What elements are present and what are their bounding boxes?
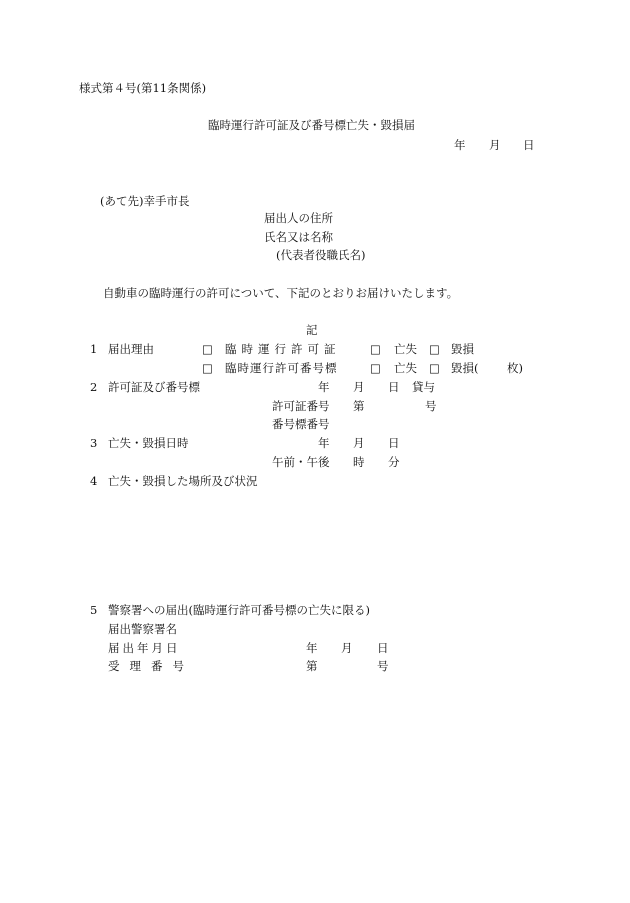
item5-receipt-label: 受理番号: [108, 659, 194, 673]
item3-month: 月: [353, 436, 365, 450]
item2-number: 2: [90, 380, 98, 394]
item1-row2-damaged-checkbox[interactable]: □: [429, 361, 440, 375]
item1-row1-lost: 亡失: [394, 342, 417, 356]
item2-label: 許可証及び番号標: [108, 380, 200, 394]
item5-dai: 第: [306, 659, 318, 673]
item2-plate-number-label: 番号標番号: [272, 417, 330, 431]
form-number: 様式第４号(第11条関係): [79, 81, 207, 95]
item1-row2-checkbox[interactable]: □: [202, 361, 213, 375]
item1-label: 届出理由: [108, 342, 154, 356]
item5-date-label: 届出年月日: [108, 641, 181, 655]
item2-lend: 貸与: [412, 380, 435, 394]
item5-station-label: 届出警察署名: [108, 622, 177, 636]
item5-go: 号: [377, 659, 389, 673]
item1-row2-count-unit: 枚): [507, 361, 523, 375]
ki-heading: 記: [306, 323, 318, 337]
item3-number: 3: [90, 436, 98, 450]
applicant-address-label: 届出人の住所: [264, 211, 333, 225]
item2-year: 年: [318, 380, 330, 394]
item1-row1-lost-checkbox[interactable]: □: [370, 342, 381, 356]
item1-row2-damaged: 毀損(: [451, 361, 479, 375]
item5-month: 月: [341, 641, 353, 655]
intro-text: 自動車の臨時運行の許可について、下記のとおりお届けいたします。: [103, 286, 459, 300]
item3-year: 年: [318, 436, 330, 450]
item2-dai: 第: [353, 399, 365, 413]
item3-label: 亡失・毀損日時: [108, 436, 189, 450]
item5-year: 年: [306, 641, 318, 655]
item1-row1-target: 臨時運行許可証: [225, 342, 341, 356]
applicant-representative-label: (代表者役職氏名): [276, 248, 366, 262]
page-title: 臨時運行許可証及び番号標亡失・毀損届: [208, 118, 415, 132]
item3-day: 日: [388, 436, 400, 450]
item3-minute: 分: [388, 455, 400, 469]
item2-month: 月: [353, 380, 365, 394]
item1-row1-damaged: 毀損: [451, 342, 474, 356]
item2-day: 日: [388, 380, 400, 394]
item3-ampm: 午前・午後: [272, 455, 330, 469]
item1-number: 1: [90, 342, 98, 356]
item1-row2-lost: 亡失: [394, 361, 417, 375]
date-day: 日: [523, 138, 535, 152]
addressee: (あて先)幸手市長: [100, 194, 190, 208]
item5-number: 5: [90, 603, 98, 617]
item3-hour: 時: [353, 455, 365, 469]
applicant-name-label: 氏名又は名称: [264, 230, 333, 244]
item1-row1-checkbox[interactable]: □: [202, 342, 213, 356]
item2-permit-number-label: 許可証番号: [272, 399, 330, 413]
item2-go: 号: [425, 399, 437, 413]
date-month: 月: [489, 138, 501, 152]
item5-day: 日: [377, 641, 389, 655]
item4-label: 亡失・毀損した場所及び状況: [108, 474, 258, 488]
item1-row2-target: 臨時運行許可番号標: [225, 361, 338, 375]
item5-label: 警察署への届出(臨時運行許可番号標の亡失に限る): [108, 603, 370, 617]
item1-row2-lost-checkbox[interactable]: □: [370, 361, 381, 375]
item1-row1-damaged-checkbox[interactable]: □: [429, 342, 440, 356]
item4-number: 4: [90, 474, 98, 488]
date-year: 年: [454, 138, 466, 152]
